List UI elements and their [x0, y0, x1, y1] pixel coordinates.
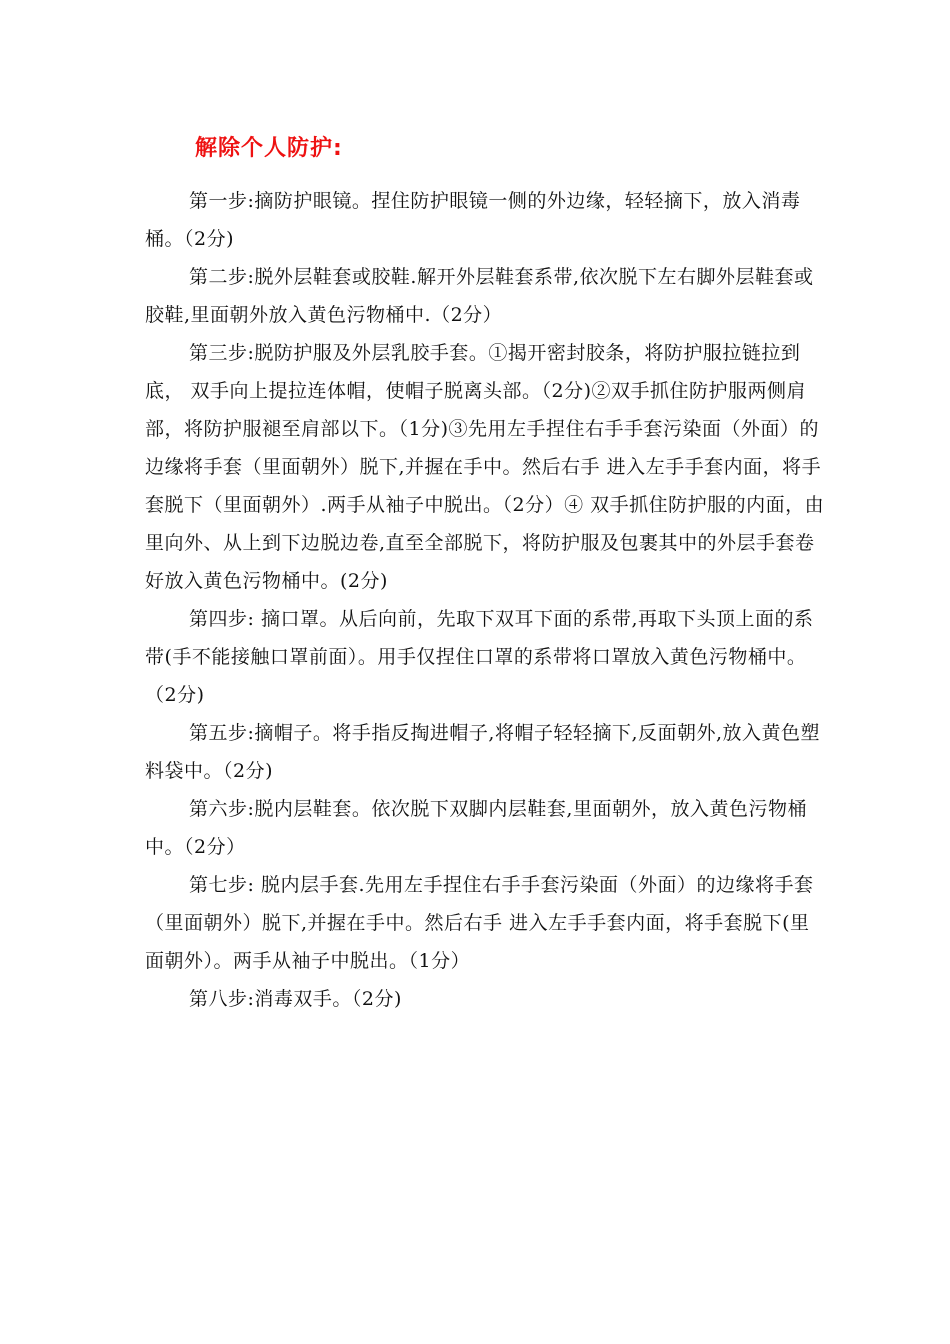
document-body: [145, 182, 825, 1018]
step-4: 第四步: 摘口罩。从后向前，先取下双耳下面的系带,再取下头顶上面的系带(手不能接触口罩前面）。用手仅捏住口罩的系带将口罩放入黄色污物桶中。（2分): [145, 608, 814, 706]
step-7: 第七步: 脱内层手套.先用左手捏住右手手套污染面（外面）的边缘将手套（里面朝外）脱下,并握在手中。然后右手 进入左手手套内面，将手套脱下(里面朝外）。两手从袖子中脱出。（1分）: [145, 874, 814, 972]
document-title: 解除个人防护:: [195, 136, 343, 161]
step-5: 第五步:摘帽子。将手指反掏进帽子,将帽子轻轻摘下,反面朝外,放入黄色塑料袋中。（2分): [145, 722, 821, 782]
step-8: 第八步:消毒双手。（2分): [189, 988, 402, 1010]
step-3: 第三步:脱防护服及外层乳胶手套。①揭开密封胶条，将防护服拉链拉到底， 双手向上提拉连体帽，使帽子脱离头部。（2分)②双手抓住防护服两侧肩部，将防护服褪至肩部以下。（1分)③先用左手捏住右手手套污染面（外面）的边缘将手套（里面朝外）脱下,并握在手中。然后右手 进入左手手套内面，将手套脱下（里面朝外）.两手从袖子中脱出。（2分）④ 双手抓住防护服的内面，由里向外、从上到下边脱边卷,直至全部脱下，将防护服及包裹其中的外层手套卷好放入黄色污物桶中。(2分): [145, 342, 825, 592]
step-2: 第二步:脱外层鞋套或胶鞋.解开外层鞋套系带,依次脱下左右脚外层鞋套或胶鞋,里面朝外放入黄色污物桶中.（2分）: [145, 266, 814, 326]
step-1: 第一步:摘防护眼镜。捏住防护眼镜一侧的外边缘，轻轻摘下，放入消毒桶。（2分): [145, 190, 801, 250]
step-6: 第六步:脱内层鞋套。依次脱下双脚内层鞋套,里面朝外，放入黄色污物桶中。（2分）: [145, 798, 807, 858]
